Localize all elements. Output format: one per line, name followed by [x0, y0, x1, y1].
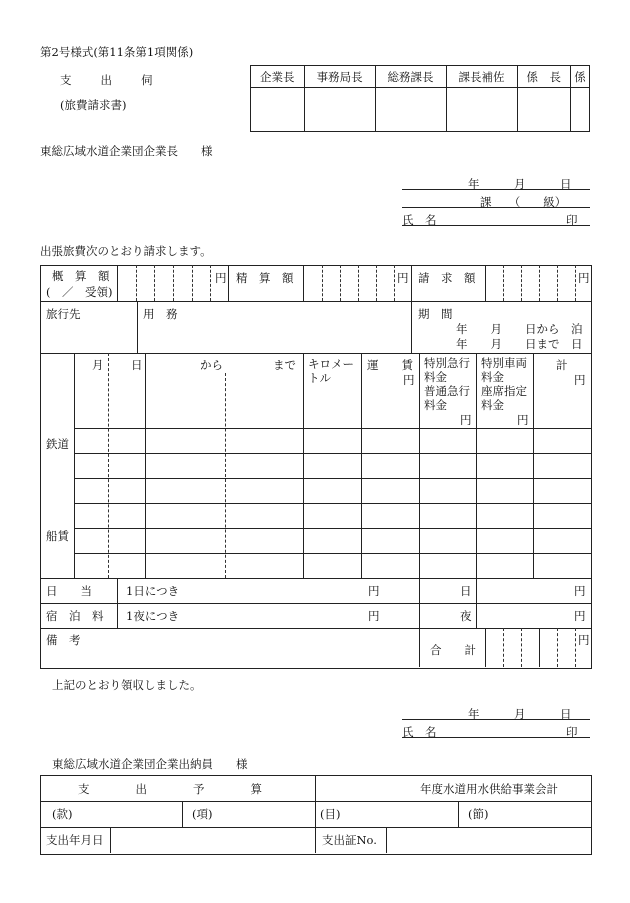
budget-account: 年度水道用水供給事業会計: [420, 782, 558, 796]
voucher-field[interactable]: [387, 828, 589, 852]
daily-yen: 円: [368, 584, 380, 598]
col-to: まで: [273, 358, 296, 372]
approval-header: 課長補佐: [446, 66, 517, 88]
col-fare-yen: 円: [403, 373, 415, 387]
dept-label: 課 （ 級）: [480, 195, 567, 209]
sum-label: 合 計: [430, 643, 476, 657]
estimate-label: 概 算 額: [52, 269, 110, 283]
sum-yen: 円: [578, 633, 590, 647]
stamp-cell[interactable]: [446, 88, 517, 132]
estimate-yen: 円: [215, 271, 227, 285]
stamp-cell[interactable]: [251, 88, 305, 132]
approval-header: 事務局長: [304, 66, 375, 88]
request-text: 出張旅費次のとおり請求します。: [40, 244, 212, 258]
settlement-label: 精 算 額: [236, 271, 294, 285]
voucher-label: 支出証No.: [322, 833, 377, 847]
col-from: から: [200, 358, 223, 372]
approval-header: 総務課長: [375, 66, 446, 88]
form-id: 第2号様式(第11条第1項関係): [40, 45, 194, 59]
name-label: 氏 名: [402, 213, 437, 227]
remarks-label: 備 考: [46, 633, 81, 647]
budget-kan: (款): [52, 807, 73, 821]
stamp-cell[interactable]: [375, 88, 446, 132]
lodging-yen: 円: [368, 609, 380, 623]
form-title: 支 出 伺: [60, 73, 155, 87]
col-express-yen: 円: [460, 413, 472, 427]
stamp-cell[interactable]: [304, 88, 375, 132]
col-total: 計: [556, 358, 568, 372]
receipt-text: 上記のとおり領収しました。: [52, 678, 202, 692]
col-day: 日: [131, 358, 143, 372]
approval-table: [250, 65, 590, 132]
daily-unit: 1日につき: [126, 584, 180, 598]
col-express-a: 特別急行料金: [424, 356, 470, 384]
budget-label: 支 出 予 算: [78, 782, 262, 796]
cashier-addressee: 東総広域水道企業団企業出納員 様: [52, 757, 248, 771]
pay-date-label: 支出年月日: [46, 833, 104, 847]
receipt-seal-label: 印: [566, 725, 578, 739]
form-subtitle: (旅費請求書): [60, 98, 127, 112]
destination-label: 旅行先: [46, 307, 81, 321]
claim-yen: 円: [578, 271, 590, 285]
pay-date-field[interactable]: [111, 828, 314, 852]
seal-label: 印: [566, 213, 578, 227]
col-km: キロメートル: [308, 357, 354, 385]
receipt-date-label: 年 月 日: [468, 707, 572, 721]
col-seat-yen: 円: [517, 413, 529, 427]
col-fare: 運 賃: [367, 358, 413, 372]
period-label: 期 間: [418, 307, 453, 321]
lodging-total-yen: 円: [574, 609, 586, 623]
col-seat-a: 特別車両料金: [481, 356, 527, 384]
col-month: 月: [92, 358, 104, 372]
receipt-name-label: 氏 名: [402, 725, 437, 739]
addressee: 東総広域水道企業団企業長 様: [40, 144, 213, 158]
budget-moku: (目): [320, 807, 341, 821]
col-seat-b: 座席指定料金: [481, 384, 527, 412]
receipt-name-field[interactable]: [402, 737, 590, 738]
name-field[interactable]: [402, 225, 590, 226]
daily-day: 日: [460, 584, 472, 598]
daily-total-yen: 円: [574, 584, 586, 598]
side-rail: 鉄道: [46, 437, 69, 451]
lodging-night: 夜: [460, 609, 472, 623]
side-ship: 船賃: [46, 529, 69, 543]
budget-setsu: (節): [468, 807, 489, 821]
lodging-unit: 1夜につき: [126, 609, 180, 623]
estimate-sublabel: ( ／ 受領): [46, 285, 113, 299]
date-label: 年 月 日: [468, 177, 572, 191]
approval-header: 企業長: [251, 66, 305, 88]
col-total-yen: 円: [574, 373, 586, 387]
col-express-b: 普通急行料金: [424, 384, 470, 412]
stamp-cell[interactable]: [517, 88, 571, 132]
budget-kou: (項): [192, 807, 213, 821]
period-to: 年 月 日まで 日: [456, 337, 583, 351]
period-from: 年 月 日から 泊: [456, 322, 583, 336]
approval-header: 係 長: [517, 66, 571, 88]
claim-label: 請 求 額: [418, 271, 476, 285]
purpose-label: 用 務: [143, 307, 178, 321]
stamp-cell[interactable]: [571, 88, 590, 132]
daily-allowance-label: 日 当: [46, 584, 92, 598]
settlement-yen: 円: [397, 271, 409, 285]
lodging-label: 宿 泊 料: [46, 609, 104, 623]
approval-header: 係: [571, 66, 590, 88]
